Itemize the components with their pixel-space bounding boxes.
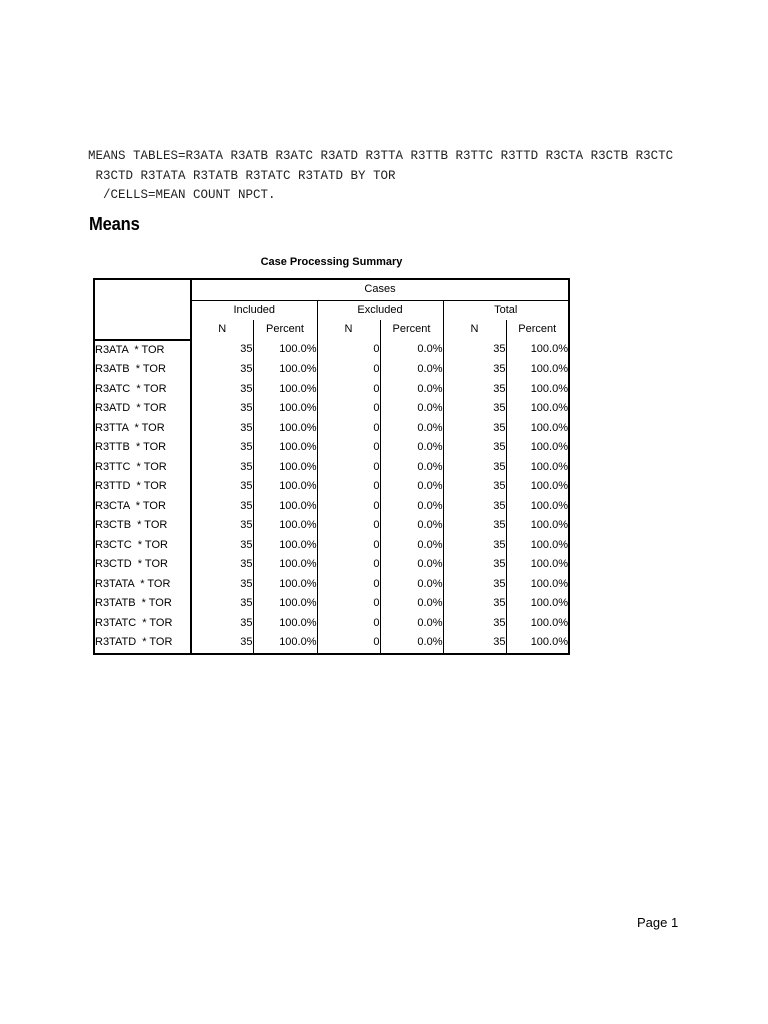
cell-n: 0 [317,360,380,380]
syntax-block [88,147,673,206]
subheader-percent: Percent [380,320,443,340]
cell-percent: 0.0% [380,516,443,536]
subheader-percent: Percent [253,320,317,340]
cell-n: 35 [191,399,253,419]
table-row [94,497,569,517]
group-header-total: Total [494,303,518,316]
cell-percent: 0.0% [380,633,443,654]
table-row [94,555,569,575]
cell-n: 0 [317,614,380,634]
cell-n: 0 [317,477,380,497]
group-header-included: Included [191,300,317,320]
cell-percent: 0.0% [380,438,443,458]
row-label: R3CTC * TOR [94,536,191,556]
cell-percent: 100.0% [253,477,317,497]
cell-percent: 100.0% [530,636,568,649]
cell-percent: 100.0% [253,594,317,614]
cell-n: 35 [191,340,253,361]
cell-n: 35 [191,555,253,575]
case-processing-summary-table [93,278,570,655]
cell-percent: 100.0% [530,460,568,473]
cell-n: 0 [317,497,380,517]
cell-percent: 100.0% [253,633,317,654]
cell-n: 35 [443,594,506,614]
cell-n: 35 [191,477,253,497]
row-label: R3CTA * TOR [94,497,191,517]
subheader-n: N [191,320,253,340]
cell-percent: 100.0% [253,458,317,478]
table-row [94,633,569,654]
cell-percent: 100.0% [530,616,568,629]
table-row [94,575,569,595]
table-row [94,458,569,478]
cell-percent: 0.0% [380,536,443,556]
cases-header: Cases [191,279,569,300]
cell-percent: 100.0% [530,538,568,551]
table-row [94,360,569,380]
table-row [94,594,569,614]
table-body [94,340,569,654]
cell-n: 35 [443,555,506,575]
table-row [94,399,569,419]
row-label: R3ATB * TOR [94,360,191,380]
cell-n: 0 [317,594,380,614]
cell-percent: 0.0% [380,380,443,400]
page-heading: Means [89,214,140,234]
table-row [94,536,569,556]
cell-n: 35 [443,419,506,439]
row-label: R3ATD * TOR [94,399,191,419]
cell-n: 35 [443,438,506,458]
header-row-cases [94,279,569,300]
cell-percent: 100.0% [253,360,317,380]
cell-percent: 100.0% [530,519,568,532]
cell-n: 35 [443,614,506,634]
cell-percent: 0.0% [380,594,443,614]
cell-n: 35 [443,380,506,400]
cell-n: 0 [317,575,380,595]
cell-n: 35 [191,497,253,517]
cell-n: 0 [317,380,380,400]
cell-percent: 0.0% [380,458,443,478]
table-row [94,614,569,634]
cell-n: 0 [317,536,380,556]
cell-percent: 100.0% [530,480,568,493]
cell-percent: 100.0% [253,614,317,634]
cell-percent: 100.0% [253,536,317,556]
cell-n: 35 [443,516,506,536]
table-row [94,380,569,400]
cell-percent: 100.0% [253,438,317,458]
row-label: R3TATB * TOR [94,594,191,614]
cell-percent: 100.0% [530,558,568,571]
subheader-n: N [317,320,380,340]
cell-n: 0 [317,458,380,478]
row-label: R3TTB * TOR [94,438,191,458]
table-row [94,516,569,536]
cell-percent: 100.0% [530,597,568,610]
cell-n: 35 [443,340,506,361]
cell-n: 0 [317,438,380,458]
cell-percent: 0.0% [380,477,443,497]
cell-n: 0 [317,633,380,654]
cell-percent: 100.0% [253,380,317,400]
page-number: Page 1 [637,915,679,930]
row-label: R3TATC * TOR [94,614,191,634]
row-label: R3CTD * TOR [94,555,191,575]
cell-n: 35 [191,458,253,478]
cell-percent: 0.0% [380,614,443,634]
cell-n: 35 [443,497,506,517]
cell-n: 35 [191,614,253,634]
cell-n: 35 [443,360,506,380]
cell-percent: 100.0% [253,516,317,536]
table-row [94,419,569,439]
cell-n: 35 [191,419,253,439]
table-title: Case Processing Summary [260,256,403,268]
cell-percent: 100.0% [530,499,568,512]
cell-percent: 0.0% [380,360,443,380]
cell-percent: 100.0% [530,577,568,590]
cell-n: 35 [191,380,253,400]
row-label: R3TATD * TOR [94,633,191,654]
cell-percent: 0.0% [380,575,443,595]
cell-n: 0 [317,516,380,536]
cell-percent: 100.0% [253,419,317,439]
cell-percent: 100.0% [530,421,568,434]
cell-n: 0 [317,399,380,419]
cell-n: 35 [191,536,253,556]
cell-percent: 100.0% [253,399,317,419]
table-row [94,438,569,458]
row-label: R3ATC * TOR [94,380,191,400]
cell-n: 0 [317,419,380,439]
subheader-percent: Percent [518,323,557,336]
cell-n: 35 [191,438,253,458]
cell-percent: 0.0% [380,419,443,439]
cell-n: 35 [191,594,253,614]
row-label: R3TTD * TOR [94,477,191,497]
cell-percent: 0.0% [380,555,443,575]
cell-percent: 100.0% [530,363,568,376]
cell-percent: 100.0% [253,497,317,517]
cell-percent: 100.0% [530,382,568,395]
syntax-line: R3CTD R3TATA R3TATB R3TATC R3TATD BY TOR [88,168,396,183]
group-header-excluded: Excluded [317,300,443,320]
cell-percent: 100.0% [253,555,317,575]
cell-n: 35 [443,536,506,556]
syntax-line: /CELLS=MEAN COUNT NPCT. [88,188,276,202]
cell-percent: 0.0% [380,340,443,361]
cell-percent: 100.0% [530,402,568,415]
row-label: R3CTB * TOR [94,516,191,536]
row-label: R3TATA * TOR [94,575,191,595]
subheader-n: N [443,320,506,340]
cell-percent: 100.0% [253,575,317,595]
cell-n: 0 [317,555,380,575]
cell-percent: 0.0% [380,399,443,419]
cell-n: 0 [317,340,380,361]
cell-n: 35 [443,633,506,654]
cell-n: 35 [443,575,506,595]
stub-header-cell [94,279,191,340]
cell-percent: 100.0% [253,340,317,361]
row-label: R3ATA * TOR [94,340,191,361]
cell-n: 35 [443,477,506,497]
row-label: R3TTC * TOR [94,458,191,478]
table-row [94,477,569,497]
cell-n: 35 [191,516,253,536]
table-row [94,340,569,361]
cell-percent: 0.0% [380,497,443,517]
cell-percent: 100.0% [530,343,568,356]
cell-n: 35 [443,458,506,478]
cell-n: 35 [191,575,253,595]
cell-n: 35 [191,360,253,380]
cell-n: 35 [443,399,506,419]
row-label: R3TTA * TOR [94,419,191,439]
cell-percent: 100.0% [530,441,568,454]
cell-n: 35 [191,633,253,654]
syntax-line: MEANS TABLES=R3ATA R3ATB R3ATC R3ATD R3TTA R3TTB R3TTC R3TTD R3CTA R3CTB R3CTC [88,149,674,163]
